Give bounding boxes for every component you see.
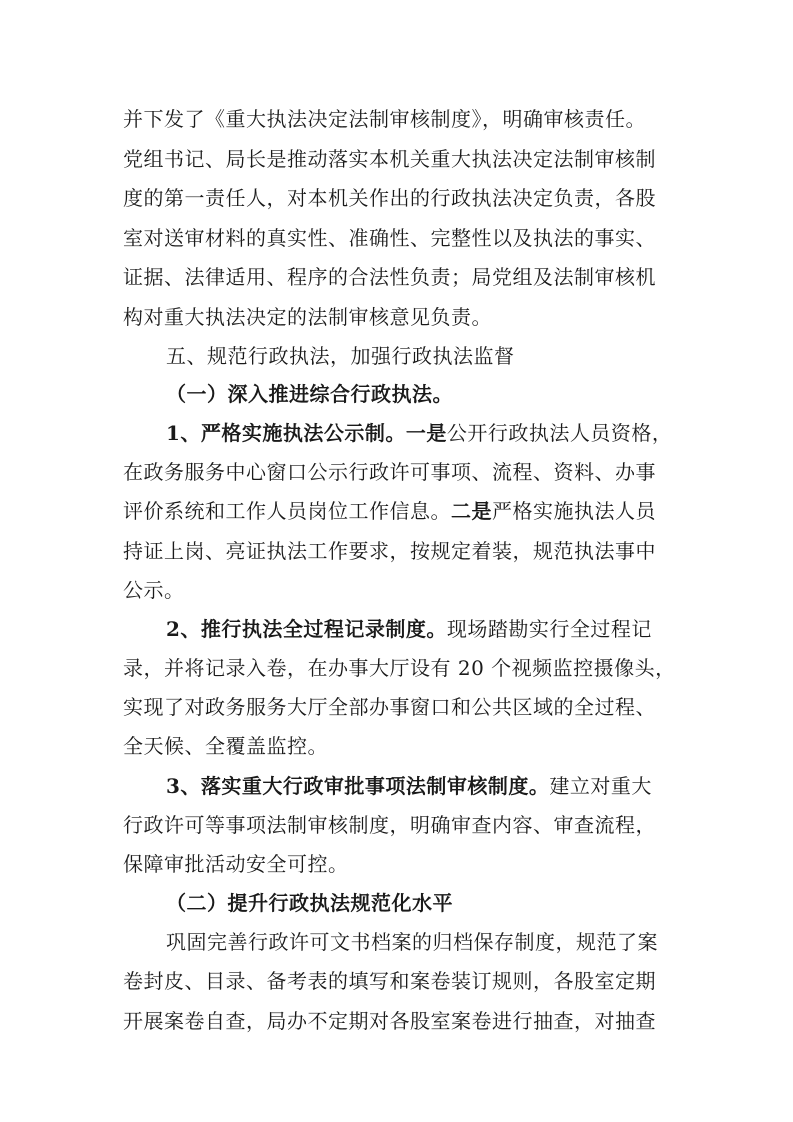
item-line: 行政许可等事项法制审核制度，明确审查内容、审查流程， [123, 813, 656, 837]
item-text: 严格实施执法人员 [492, 499, 656, 523]
item-text: 公开行政执法人员资格， [446, 421, 673, 445]
item-line: 录，并将记录入卷，在办事大厅设有 20 个视频监控摄像头， [123, 656, 676, 680]
item-title: 2、推行执法全过程记录制度。 [166, 617, 447, 641]
subsection-heading: （二）提升行政执法规范化水平 [166, 891, 453, 915]
item-text: 评价系统和工作人员岗位工作信息。 [123, 499, 451, 523]
item-title: 1、严格实施执法公示制。 [166, 421, 406, 445]
paragraph-line: 室对送审材料的真实性、准确性、完整性以及执法的事实、 [123, 226, 656, 250]
item-text: 现场踏勘实行全过程记 [446, 617, 652, 641]
item-label: 二是 [451, 499, 492, 523]
paragraph-line: 证据、法律适用、程序的合法性负责；局党组及法制审核机 [123, 265, 656, 289]
item-line: 持证上岗、亮证执法工作要求，按规定着装，规范执法事中 [123, 539, 656, 563]
paragraph-line: 开展案卷自查，局办不定期对各股室案卷进行抽查，对抽查 [123, 1009, 656, 1033]
paragraph-line: 度的第一责任人，对本机关作出的行政执法决定负责，各股 [123, 186, 656, 210]
item-label: 一是 [405, 421, 447, 445]
item-line: 在政务服务中心窗口公示行政许可事项、流程、资料、办事 [123, 460, 656, 484]
item-title: 3、落实重大行政审批事项法制审核制度。 [166, 774, 550, 798]
item-line: 保障审批活动安全可控。 [123, 852, 349, 876]
paragraph-line: 卷封皮、目录、备考表的填写和案卷装订规则，各股室定期 [123, 969, 656, 993]
section-heading: 五、规范行政执法，加强行政执法监督 [166, 344, 515, 368]
item-line [123, 496, 673, 526]
paragraph-line: 构对重大执法决定的法制审核意见负责。 [123, 305, 492, 329]
item-text: 建立对重大 [549, 774, 652, 798]
item-line [166, 614, 716, 644]
item-line [166, 418, 716, 448]
item-line: 实现了对政务服务大厅全部办事窗口和公共区域的全过程、 [123, 695, 656, 719]
item-line: 全天候、全覆盖监控。 [123, 734, 328, 758]
paragraph-line: 党组书记、局长是推动落实本机关重大执法决定法制审核制 [123, 147, 656, 171]
paragraph-line: 并下发了《重大执法决定法制审核制度》，明确审核责任。 [123, 107, 646, 131]
item-line [166, 771, 716, 801]
paragraph-line: 巩固完善行政许可文书档案的归档保存制度，规范了案 [166, 930, 658, 954]
subsection-heading: （一）深入推进综合行政执法。 [166, 382, 453, 406]
item-line: 公示。 [123, 578, 185, 602]
